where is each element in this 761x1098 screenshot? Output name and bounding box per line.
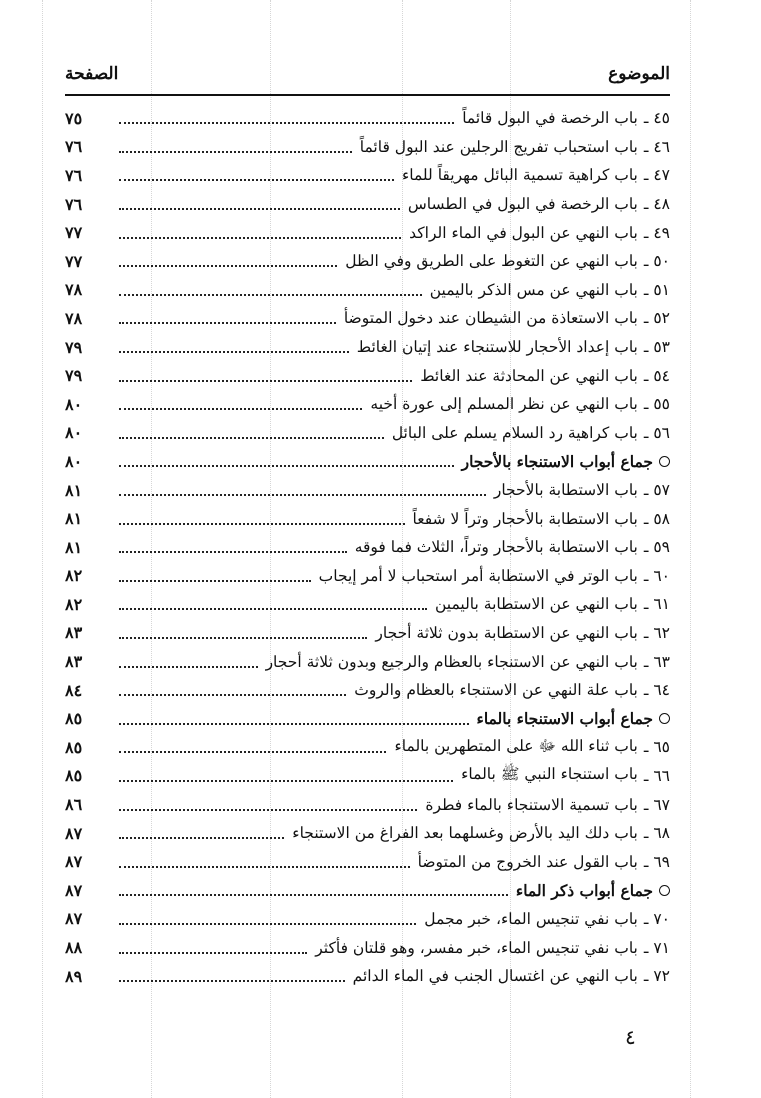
entry-title: باب النهي عن اغتسال الجنب في الماء الدائم: [352, 967, 638, 986]
circle-bullet-icon: [659, 713, 670, 724]
toc-entry: [65, 562, 670, 591]
entry-number: ٥١ ـ: [643, 280, 670, 299]
section-title: جماع أبواب الاستنجاء بالماء: [476, 709, 653, 729]
toc-entry: [65, 276, 670, 305]
dot-leader: [119, 465, 454, 467]
entry-page-number: ٨٤: [65, 680, 83, 700]
entry-page-number: ٧٥: [65, 108, 83, 128]
toc-entry: [65, 361, 670, 390]
entry-title: باب كراهية تسمية البائل مهريقاً للماء: [401, 166, 638, 185]
entry-page-number: ٧٨: [65, 308, 83, 328]
entry-page-number: ٧٩: [65, 337, 83, 357]
dot-leader: [119, 723, 469, 725]
entry-page-number: ٨٠: [65, 423, 83, 443]
entry-number: ٦٤ ـ: [643, 681, 670, 700]
entry-page-number: ٨٧: [65, 823, 83, 843]
toc-entry: [65, 533, 670, 562]
entry-page-number: ٧٦: [65, 165, 83, 185]
entry-title: باب دلك اليد بالأرض وغسلهما بعد الفراغ من الاستنجاء: [292, 824, 638, 843]
entry-number: ٥٨ ـ: [643, 509, 670, 528]
dot-leader: [119, 151, 352, 153]
dot-leader: [119, 980, 345, 982]
entry-number: ٦٦ ـ: [643, 766, 670, 785]
dot-leader: [119, 380, 412, 382]
entry-title: باب استحباب تفريج الرجلين عند البول قائماً: [359, 137, 638, 156]
entry-page-number: ٧٧: [65, 251, 83, 271]
header-divider: [65, 94, 670, 96]
toc-section-heading: [65, 704, 670, 733]
dot-leader: [119, 237, 401, 239]
toc-entry: [65, 419, 670, 448]
toc-entry: [65, 476, 670, 505]
entry-page-number: ٨٩: [65, 966, 83, 986]
dot-leader: [119, 494, 486, 496]
toc-entry: [65, 504, 670, 533]
section-title: جماع أبواب ذكر الماء: [515, 880, 653, 900]
scan-guide-line: [42, 0, 43, 1098]
entry-number: ٦٥ ـ: [643, 738, 670, 757]
scan-guide-line: [690, 0, 691, 1098]
entry-page-number: ٨٠: [65, 451, 83, 471]
toc-entry: [65, 962, 670, 991]
dot-leader: [119, 551, 347, 553]
table-of-contents: [65, 104, 670, 990]
toc-entry: [65, 847, 670, 876]
entry-page-number: ٨٠: [65, 394, 83, 414]
entry-number: ٦٢ ـ: [643, 623, 670, 642]
entry-number: ٤٩ ـ: [643, 223, 670, 242]
dot-leader: [119, 523, 405, 525]
entry-number: ٥٢ ـ: [643, 309, 670, 328]
entry-number: ٥٩ ـ: [643, 538, 670, 557]
toc-entry: [65, 933, 670, 962]
toc-entry: [65, 733, 670, 762]
dot-leader: [119, 694, 346, 696]
entry-page-number: ٨١: [65, 537, 83, 557]
toc-section-heading: [65, 447, 670, 476]
entry-number: ٥٤ ـ: [643, 366, 670, 385]
dot-leader: [119, 322, 336, 324]
toc-entry: [65, 762, 670, 791]
toc-entry: [65, 247, 670, 276]
dot-leader: [119, 580, 311, 582]
toc-section-heading: [65, 876, 670, 905]
dot-leader: [119, 608, 427, 610]
entry-number: ٦١ ـ: [643, 595, 670, 614]
toc-entry: [65, 390, 670, 419]
toc-entry: [65, 333, 670, 362]
dot-leader: [119, 809, 417, 811]
dot-leader: [119, 780, 453, 782]
entry-page-number: ٨٢: [65, 594, 83, 614]
entry-title: باب الاستطابة بالأحجار وتراً، الثلاث فما فوقه: [354, 538, 638, 557]
entry-number: ٧٠ ـ: [643, 909, 670, 928]
toc-entry: [65, 133, 670, 162]
entry-title: باب النهي عن البول في الماء الراكد: [409, 223, 638, 242]
entry-number: ٧٢ ـ: [643, 967, 670, 986]
circle-bullet-icon: [659, 456, 670, 467]
toc-entry: [65, 218, 670, 247]
entry-number: ٤٨ ـ: [643, 195, 670, 214]
dot-leader: [119, 437, 384, 439]
entry-page-number: ٧٦: [65, 194, 83, 214]
entry-title: باب استنجاء النبي ﷺ بالماء: [461, 765, 638, 784]
entry-title: باب النهي عن نظر المسلم إلى عورة أخيه: [370, 395, 638, 414]
entry-title: باب الوتر في الاستطابة أمر استحباب لا أمر إيجاب: [318, 566, 638, 585]
dot-leader: [119, 837, 284, 839]
entry-number: ٥٣ ـ: [643, 338, 670, 357]
dot-leader: [119, 894, 508, 896]
dot-leader: [119, 666, 258, 668]
dot-leader: [119, 122, 454, 124]
toc-entry: [65, 790, 670, 819]
page-column-label: الصفحة: [65, 64, 119, 84]
entry-title: باب تسمية الاستنجاء بالماء فطرة: [425, 795, 638, 814]
entry-title: باب الرخصة في البول في الطساس: [407, 195, 638, 214]
entry-title: باب النهي عن المحادثة عند الغائط: [420, 366, 638, 385]
entry-title: باب النهي عن الاستنجاء بالعظام والرجيع وبدون ثلاثة أحجار: [265, 652, 638, 671]
entry-page-number: ٨١: [65, 480, 83, 500]
entry-title: باب علة النهي عن الاستنجاء بالعظام والروث: [354, 681, 638, 700]
entry-page-number: ٨٧: [65, 909, 83, 929]
entry-number: ٥٧ ـ: [643, 481, 670, 500]
entry-page-number: ٧٨: [65, 280, 83, 300]
toc-entry: [65, 619, 670, 648]
toc-entry: [65, 104, 670, 133]
toc-header: [65, 58, 670, 92]
entry-number: ٧١ ـ: [643, 938, 670, 957]
entry-title: باب نفي تنجيس الماء، خبر مفسر، وهو قلتان فأكثر: [315, 938, 638, 957]
entry-title: باب الاستعاذة من الشيطان عند دخول المتوضأ: [343, 309, 638, 328]
entry-page-number: ٨٥: [65, 766, 83, 786]
entry-number: ٤٦ ـ: [643, 137, 670, 156]
entry-page-number: ٨٥: [65, 737, 83, 757]
entry-number: ٦٧ ـ: [643, 795, 670, 814]
toc-entry: [65, 676, 670, 705]
entry-number: ٤٧ ـ: [643, 166, 670, 185]
toc-entry: [65, 190, 670, 219]
entry-page-number: ٧٦: [65, 137, 83, 157]
entry-title: باب النهي عن التغوط على الطريق وفي الظل: [345, 252, 638, 271]
entry-page-number: ٧٧: [65, 223, 83, 243]
entry-page-number: ٨٦: [65, 795, 83, 815]
entry-title: باب النهي عن الاستطابة بدون ثلاثة أحجار: [375, 623, 638, 642]
entry-number: ٥٥ ـ: [643, 395, 670, 414]
dot-leader: [119, 294, 422, 296]
dot-leader: [119, 351, 349, 353]
entry-title: باب الاستطابة بالأحجار: [493, 481, 638, 500]
entry-title: باب نفي تنجيس الماء، خبر مجمل: [424, 909, 638, 928]
entry-number: ٤٥ ـ: [643, 109, 670, 128]
dot-leader: [119, 265, 337, 267]
dot-leader: [119, 866, 410, 868]
entry-title: باب القول عند الخروج من المتوضأ: [417, 852, 638, 871]
entry-title: باب الاستطابة بالأحجار وتراً لا شفعاً: [412, 509, 638, 528]
entry-number: ٦٣ ـ: [643, 652, 670, 671]
dot-leader: [119, 637, 367, 639]
entry-title: باب الرخصة في البول قائماً: [462, 109, 638, 128]
dot-leader: [119, 751, 386, 753]
entry-title: باب ثناء الله ﷻ على المتطهرين بالماء: [394, 736, 638, 755]
toc-entry: [65, 647, 670, 676]
entry-page-number: ٨٧: [65, 852, 83, 872]
entry-page-number: ٨٣: [65, 652, 83, 672]
entry-title: باب النهي عن الاستطابة باليمين: [434, 595, 638, 614]
page-number: ٤: [625, 1025, 636, 1049]
entry-page-number: ٨٥: [65, 709, 83, 729]
section-title: جماع أبواب الاستنجاء بالأحجار: [461, 451, 653, 471]
toc-entry: [65, 590, 670, 619]
toc-entry: [65, 905, 670, 934]
entry-title: باب النهي عن مس الذكر باليمين: [429, 280, 638, 299]
dot-leader: [119, 923, 416, 925]
toc-entry: [65, 819, 670, 848]
toc-entry: [65, 304, 670, 333]
entry-page-number: ٧٩: [65, 366, 83, 386]
entry-title: باب كراهية رد السلام يسلم على البائل: [391, 423, 638, 442]
topic-column-label: الموضوع: [608, 64, 670, 84]
dot-leader: [119, 408, 362, 410]
dot-leader: [119, 952, 307, 954]
entry-title: باب إعداد الأحجار للاستنجاء عند إتيان الغائط: [356, 338, 638, 357]
circle-bullet-icon: [659, 885, 670, 896]
dot-leader: [119, 208, 400, 210]
entry-page-number: ٨٣: [65, 623, 83, 643]
entry-number: ٥٠ ـ: [643, 252, 670, 271]
entry-page-number: ٨٨: [65, 938, 83, 958]
dot-leader: [119, 179, 394, 181]
entry-page-number: ٨١: [65, 509, 83, 529]
entry-page-number: ٨٢: [65, 566, 83, 586]
entry-number: ٥٦ ـ: [643, 423, 670, 442]
entry-number: ٦٨ ـ: [643, 824, 670, 843]
toc-entry: [65, 161, 670, 190]
entry-number: ٦٩ ـ: [643, 852, 670, 871]
entry-number: ٦٠ ـ: [643, 566, 670, 585]
entry-page-number: ٨٧: [65, 880, 83, 900]
